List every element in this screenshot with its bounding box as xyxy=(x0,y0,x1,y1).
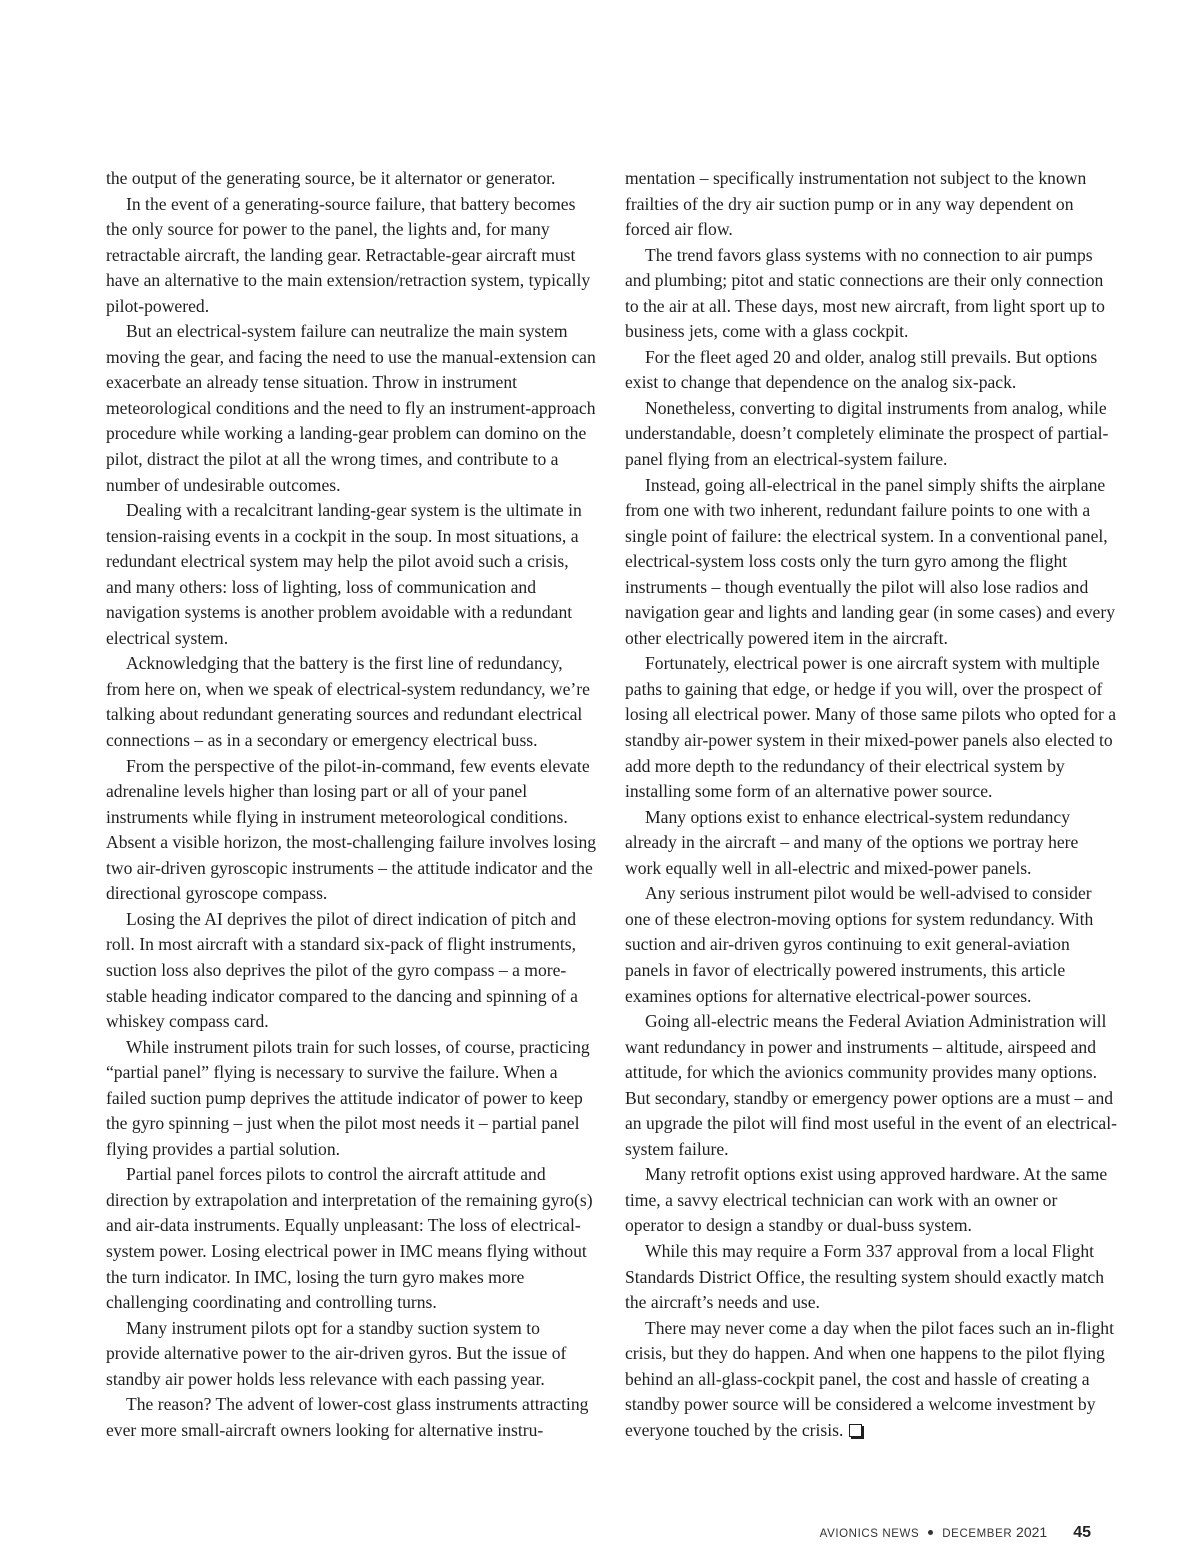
paragraph: Nonetheless, converting to digital instruments from analog, while understandable, doesn’t completely eliminate the prospect of partial-panel flying from an electrical-system failure. xyxy=(625,397,1109,470)
paragraph: For the fleet aged 20 and older, analog still prevails. But options exist to change that dependence on the analog six-pack. xyxy=(625,346,1098,393)
article-column-right xyxy=(625,166,1117,1443)
paragraph: In the event of a generating-source failure, that battery becomes the only source for power to the panel, the lights and, for many retractable aircraft, the landing gear. Retractable-gear aircraft must have an alternative to the main extension/retraction system, typically pilot-powered. xyxy=(106,193,591,316)
paragraph: The reason? The advent of lower-cost glass instruments attracting ever more small-aircraft owners looking for alternative instru- xyxy=(106,1394,589,1440)
article-column-left xyxy=(106,166,598,1443)
paragraph: Any serious instrument pilot would be well-advised to consider one of these electron-moving options for system redundancy. With suction and air-driven gyros continuing to exit general-aviation panels in favor of electrically powered instruments, this article examines options for alternative electrical-power sources. xyxy=(625,883,1094,1006)
paragraph: Losing the AI deprives the pilot of direct indication of pitch and roll. In most aircraft with a standard six-pack of flight instruments, suction loss also deprives the pilot of the gyro compass – a more-stable heading indicator compared to the dancing and spinning of a whiskey compass card. xyxy=(106,908,578,1032)
paragraph-final xyxy=(625,1316,1117,1444)
issue-month: DECEMBER xyxy=(942,1528,1013,1540)
paragraph: From the perspective of the pilot-in-command, few events elevate adrenaline levels higher than losing part or all of your panel instruments while flying in instrument meteorological conditions. Absent a visible horizon, the most-challenging failure involves losing two air-driven gyroscopic instruments – the attitude indicator and the directional gyroscope compass. xyxy=(106,755,597,904)
paragraph: But an electrical-system failure can neutralize the main system moving the gear, and facing the need to use the manual-extension can exacerbate an already tense situation. Throw in instrument meteorological conditions and the need to fly an instrument-approach procedure while working a landing-gear problem can domino on the pilot, distract the pilot at all the wrong times, and contribute to a number of undesirable outcomes. xyxy=(106,321,596,495)
paragraph: While instrument pilots train for such losses, of course, practicing “partial panel” flying is necessary to survive the failure. When a failed suction pump deprives the attitude indicator of power to keep the gyro spinning – just when the pilot most needs it – partial panel flying provides a partial solution. xyxy=(106,1036,590,1159)
issue-date xyxy=(942,1524,1047,1540)
paragraph: the output of the generating source, be it alternator or generator. xyxy=(106,168,556,188)
paragraph: Partial panel forces pilots to control the aircraft attitude and direction by extrapolation and interpretation of the remaining gyro(s) and air-data instruments. Equally unpleasant: The loss of electrical-system power. Losing electrical power in IMC means flying without the turn indicator. In IMC, losing the turn gyro makes more challenging coordinating and controlling turns. xyxy=(106,1164,593,1313)
paragraph: mentation – specifically instrumentation not subject to the known frailties of the dry air suction pump or in any way dependent on forced air flow. xyxy=(625,168,1087,240)
end-mark-icon xyxy=(849,1424,862,1437)
bullet-separator-icon xyxy=(928,1530,933,1535)
publication-name: AVIONICS NEWS xyxy=(819,1528,920,1540)
paragraph: The trend favors glass systems with no connection to air pumps and plumbing; pitot and static connections are their only connection to the air at all. These days, most new aircraft, from light sport up to business jets, come with a glass cockpit. xyxy=(625,244,1105,342)
paragraph-final-text: There may never come a day when the pilot faces such an in-flight crisis, but they do happen. And when one happens to the pilot flying behind an all-glass-cockpit panel, the cost and hassle of creating a standby power source will be considered a welcome investment by everyone touched by the crisis. xyxy=(625,1317,1114,1440)
paragraph: Fortunately, electrical power is one aircraft system with multiple paths to gaining that edge, or hedge if you will, over the prospect of losing all electrical power. Many of those same pilots who opted for a standby air-power system in their mixed-power panels also elected to add more depth to the redundancy of their electrical system by installing some form of an alternative power source. xyxy=(625,653,1117,802)
issue-year: 2021 xyxy=(1016,1524,1048,1540)
paragraph: While this may require a Form 337 approval from a local Flight Standards District Office, the resulting system should exactly match the aircraft’s needs and use. xyxy=(625,1240,1105,1313)
paragraph: Instead, going all-electrical in the panel simply shifts the airplane from one with two inherent, redundant failure points to one with a single point of failure: the electrical system. In a conventional panel, electrical-system loss costs only the turn gyro among the flight instruments – though eventually the pilot will also lose radios and navigation gear and lights and landing gear (in some cases) and every other electrically powered item in the aircraft. xyxy=(625,474,1116,648)
page-number: 45 xyxy=(1073,1524,1091,1541)
paragraph: Many options exist to enhance electrical-system redundancy already in the aircraft – and many of the options we portray here work equally well in all-electric and mixed-power panels. xyxy=(625,806,1079,878)
paragraph: Acknowledging that the battery is the first line of redundancy, from here on, when we speak of electrical-system redundancy, we’re talking about redundant generating sources and redundant electrical connections – as in a secondary or emergency electrical buss. xyxy=(106,653,590,751)
paragraph: Dealing with a recalcitrant landing-gear system is the ultimate in tension-raising events in a cockpit in the soup. In most situations, a redundant electrical system may help the pilot avoid such a crisis, and many others: loss of lighting, loss of communication and navigation systems is another problem avoidable with a redundant electrical system. xyxy=(106,500,582,648)
page-footer xyxy=(820,1524,1091,1542)
paragraph: Many instrument pilots opt for a standby suction system to provide alternative power to the air-driven gyros. But the issue of standby air power holds less relevance with each passing year. xyxy=(106,1317,567,1389)
paragraph: Going all-electric means the Federal Aviation Administration will want redundancy in power and instruments – altitude, airspeed and attitude, for which the avionics community provides many options. But secondary, standby or emergency power options are a must – and an upgrade the pilot will find most useful in the event of an electrical-system failure. xyxy=(625,1011,1117,1159)
paragraph: Many retrofit options exist using approved hardware. At the same time, a savvy electrical technician can work with an owner or operator to design a standby or dual-buss system. xyxy=(625,1164,1108,1236)
